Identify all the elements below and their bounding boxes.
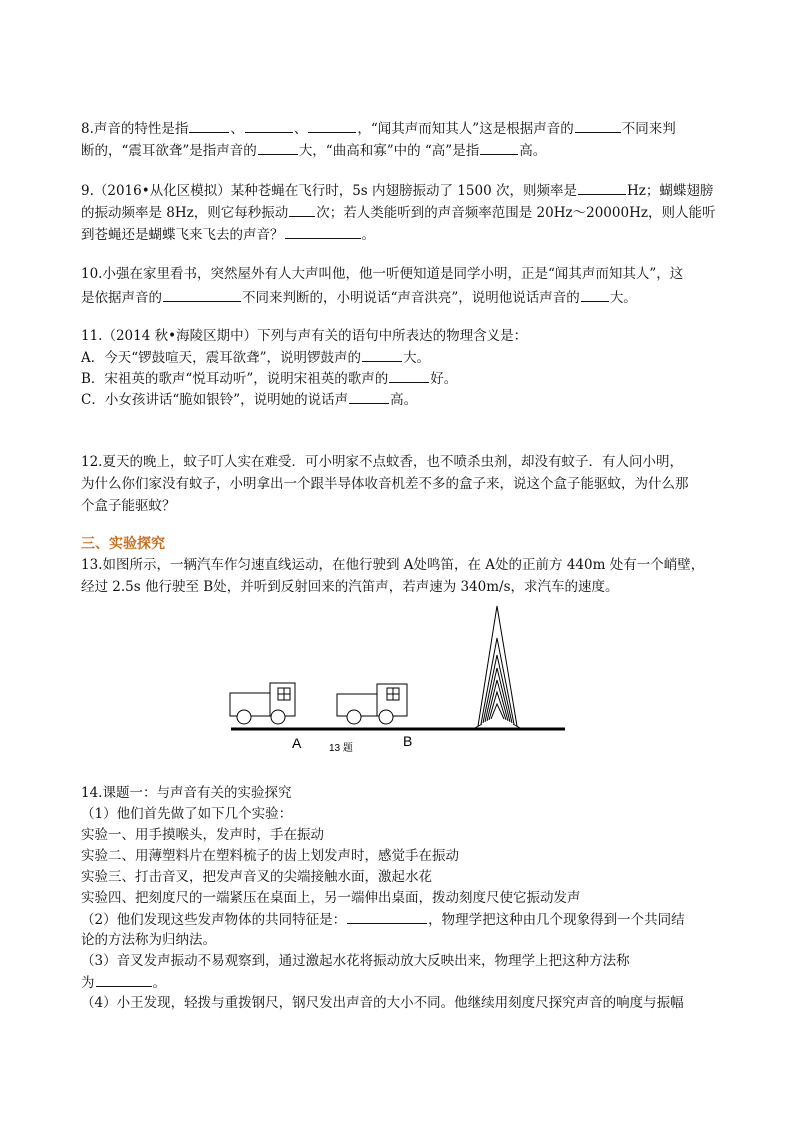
q10-text-b: 不同来判断的，小明说话“声音洪亮”，说明他说话声音的: [242, 290, 580, 306]
q14-part-1: （1）他们首先做了如下几个实验：: [81, 806, 293, 822]
q14-p3-blank[interactable]: [96, 972, 152, 987]
q9-text-a: 9.（2016•从化区模拟）某种苍蝇在飞行时，5s 内翅膀振动了 1500 次，则频率是: [81, 183, 577, 199]
q8-line-1: [81, 118, 676, 139]
car-cliff-diagram: [225, 600, 570, 760]
q11-b-blank[interactable]: [389, 368, 429, 383]
q14-experiment-1: 实验一、用手摸喉头，发声时，手在振动: [81, 827, 324, 843]
q11-c-end: 高。: [390, 392, 418, 408]
section-title-experiment: 三、实验探究: [81, 536, 165, 552]
q11-c-blank[interactable]: [349, 389, 389, 404]
q14-p2-text-a: （2）他们发现这些发声物体的共同特征是：: [81, 912, 347, 928]
q13-line-1: 13.如图所示，一辆汽车作匀速直线运动，在他行驶到 A处鸣笛，在 A处的正前方 440m 处有一个峭壁，: [81, 557, 705, 573]
label-a: A: [292, 735, 302, 751]
q11-b-text: B．宋祖英的歌声“悦耳动听”，说明宋祖英的歌声的: [81, 371, 389, 387]
q8-text-d: 断的，“震耳欲聋”是指声音的: [81, 143, 257, 159]
q8-blank-1[interactable]: [189, 118, 229, 133]
q14-title: 14.课题一：与声音有关的实验探究: [81, 785, 292, 801]
q9-text-b: Hz；蝴蝶翅膀: [626, 183, 714, 199]
q14-experiment-4: 实验四、把刻度尺的一端紧压在桌面上，另一端伸出桌面，拨动刻度尺使它振动发声: [81, 890, 581, 906]
q10-line-2: [81, 287, 637, 308]
q10-blank-2[interactable]: [581, 287, 609, 302]
q14-part-4: （4）小王发现，轻拨与重拨钢尺，钢尺发出声音的大小不同。他继续用刻度尺探究声音的响度与振幅: [81, 995, 684, 1011]
q9-blank-2[interactable]: [289, 202, 315, 217]
q14-part-3-line-1: （3）音叉发声振动不易观察到，通过激起水花将振动放大反映出来，物理学上把这种方法称: [81, 953, 630, 969]
q9-line-1: [81, 180, 713, 201]
q12-line-2: 为什么你们家没有蚊子，小明拿出一个跟半导体收音机差不多的盒子来，说这个盒子能驱蚊，为什么那: [81, 476, 689, 492]
q10-blank-1[interactable]: [163, 287, 241, 302]
car-b-icon: [337, 684, 407, 724]
q12-line-1: 12.夏天的晚上，蚊子叮人实在难受．可小明家不点蚊香，也不喷杀虫剂，却没有蚊子．有人问小明，: [81, 454, 683, 470]
q8-blank-5[interactable]: [258, 140, 298, 155]
q11-c-text: C．小女孩讲话“脆如银铃”，说明她的说话声: [81, 392, 349, 408]
q11-b-end: 好。: [430, 371, 458, 387]
q11-a-blank[interactable]: [362, 347, 402, 362]
q9-blank-1[interactable]: [578, 180, 626, 195]
q8-line-2: [81, 140, 546, 161]
q9-text-c: 的振动频率是 8Hz，则它每秒振动: [81, 205, 289, 221]
q11-option-a: [81, 347, 430, 368]
q11-a-text: A．今天“锣鼓喧天，震耳欲聋”，说明锣鼓声的: [81, 350, 362, 366]
label-b: B: [403, 733, 413, 749]
car-a-icon: [230, 683, 295, 724]
q14-part-3-line-2: [81, 972, 166, 993]
q8-sep-1: 、: [230, 121, 244, 137]
q8-sep-2: 、: [293, 121, 308, 137]
q8-text-a: 8.声音的特性是指: [81, 121, 189, 137]
q10-line-1: 10.小强在家里看书，突然屋外有人大声叫他，他一听便知道是同学小明，正是“闻其声而知其人”，这: [81, 266, 684, 282]
q14-p2-text-b: ，物理学把这种由几个现象得到一个共同结: [428, 912, 685, 928]
q8-text-c: 不同来判: [621, 121, 676, 137]
q8-blank-3[interactable]: [308, 118, 356, 133]
q10-text-a: 是依据声音的: [81, 290, 162, 306]
q11-a-end: 大。: [403, 350, 431, 366]
q11-option-c: [81, 389, 417, 410]
q9-blank-3[interactable]: [285, 224, 361, 239]
q14-part-2-line-1: [81, 909, 685, 930]
q8-text-b: ，“闻其声而知其人”这是根据声音的: [357, 121, 574, 137]
q11-option-b: [81, 368, 457, 389]
q9-text-d: 次；若人类能听到的声音频率范围是 20Hz～20000Hz，则人能听: [316, 205, 716, 221]
cliff-icon: [475, 606, 520, 728]
q14-p3-text-c: 。: [152, 975, 166, 991]
q9-text-f: 。: [361, 227, 375, 243]
q8-blank-4[interactable]: [575, 118, 621, 133]
q12-line-3: 个盒子能驱蚊？: [81, 498, 176, 514]
q8-text-e: 大，“曲高和寡”中的 “高”是指: [298, 143, 480, 159]
q9-line-2: [81, 202, 715, 223]
q14-experiment-3: 实验三、打击音叉，把发声音叉的尖端接触水面，激起水花: [81, 869, 432, 885]
q10-text-c: 大。: [609, 290, 637, 306]
q8-blank-6[interactable]: [480, 140, 518, 155]
q13-line-2: 经过 2.5s 他行驶至 B处，并听到反射回来的汽笛声，若声速为 340m/s，求汽车的速度。: [81, 579, 619, 595]
q9-line-3: [81, 224, 375, 245]
q8-text-f: 高。: [519, 143, 547, 159]
q14-p3-text-b: 为: [81, 975, 95, 991]
figure-caption: 13 题: [329, 743, 353, 754]
q8-blank-2[interactable]: [245, 118, 293, 133]
q9-text-e: 到苍蝇还是蝴蝶飞来飞去的声音？: [81, 227, 284, 243]
q14-experiment-2: 实验二、用薄塑料片在塑料梳子的齿上划发声时，感觉手在振动: [81, 848, 459, 864]
q11-title: 11.（2014 秋•海陵区期中）下列与声有关的语句中所表达的物理含义是：: [81, 328, 528, 344]
q13-figure: [225, 600, 570, 764]
q14-p2-blank[interactable]: [347, 909, 427, 924]
q14-part-2-line-2: 论的方法称为归纳法。: [81, 932, 216, 948]
